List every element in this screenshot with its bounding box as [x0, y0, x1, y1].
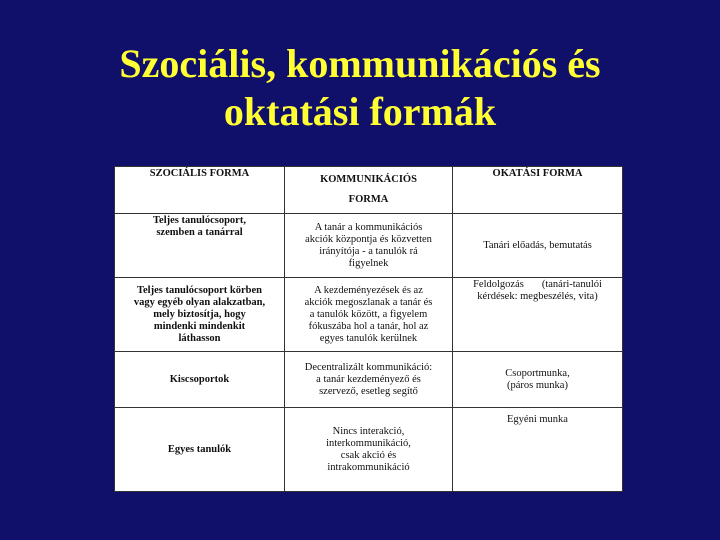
header-communication-form-line-2: FORMA	[348, 194, 389, 205]
cell-text: szemben a tanárral	[156, 227, 243, 238]
table-header-row	[115, 167, 623, 214]
table-row	[115, 352, 623, 408]
header-communication-form-line-1: KOMMUNIKÁCIÓS	[320, 174, 417, 185]
cell-text: mindenki mindenkit	[153, 320, 246, 332]
slide-title-line-1: Szociális, kommunikációs és	[119, 41, 601, 86]
cell-text: akciók központja és közvetten	[305, 233, 432, 245]
cell-edu-individual-work: Egyéni munka	[453, 408, 623, 492]
cell-edu-processing	[453, 278, 623, 352]
cell-comm-no-interaction	[285, 408, 453, 492]
cell-edu-group-work	[453, 352, 623, 408]
table-row	[115, 408, 623, 492]
cell-text: A tanár a kommunikációs	[314, 221, 423, 233]
table-row	[115, 214, 623, 278]
cell-text: Feldolgozás	[473, 279, 524, 290]
cell-text: intrakommunikáció	[327, 461, 410, 473]
cell-text: fókuszába hol a tanár, hol az	[308, 320, 429, 332]
slide-title-line-2: oktatási formák	[223, 89, 497, 134]
cell-text: (tanári-tanulói	[541, 279, 602, 290]
cell-comm-teacher-centered	[285, 214, 453, 278]
cell-social-full-group-facing	[115, 214, 285, 278]
cell-comm-decentralized	[285, 352, 453, 408]
cell-text: irányítója - a tanulók rá	[319, 245, 418, 257]
cell-text: Teljes tanulócsoport,	[153, 215, 246, 226]
cell-text: szervező, esetleg segítő	[319, 385, 418, 397]
cell-social-full-group-circle	[115, 278, 285, 352]
forms-table	[114, 166, 623, 492]
cell-text: akciók megoszlanak a tanár és	[304, 296, 433, 308]
slide-title	[0, 40, 720, 136]
header-education-form: OKATÁSI FORMA	[453, 167, 623, 214]
cell-text-row	[456, 279, 619, 291]
cell-text: egyes tanulók kerülnek	[319, 332, 418, 344]
cell-text: a tanulók között, a figyelem	[309, 308, 428, 320]
cell-text: Teljes tanulócsoport körben	[136, 284, 263, 296]
cell-text: A kezdeményezések és az	[314, 284, 423, 296]
forms-table-container	[114, 166, 622, 492]
cell-text: kérdések: megbeszélés, vita)	[477, 291, 598, 302]
cell-text: Csoportmunka,	[505, 367, 570, 379]
cell-text: a tanár kezdeményező és	[316, 373, 421, 385]
cell-social-small-groups: Kiscsoportok	[115, 352, 285, 408]
header-social-form: SZOCIÁLIS FORMA	[115, 167, 285, 214]
cell-text: mely biztosítja, hogy	[153, 308, 246, 320]
header-communication-form	[285, 167, 453, 214]
cell-text: interkommunikáció,	[326, 437, 411, 449]
cell-edu-lecture: Tanári előadás, bemutatás	[453, 214, 623, 278]
table-row	[115, 278, 623, 352]
cell-social-individuals: Egyes tanulók	[115, 408, 285, 492]
cell-text: (páros munka)	[507, 379, 568, 391]
cell-text: Nincs interakció,	[332, 425, 405, 437]
cell-text: csak akció és	[340, 449, 397, 461]
cell-text: láthasson	[178, 332, 221, 344]
cell-text: vagy egyéb olyan alakzatban,	[133, 296, 266, 308]
cell-comm-shared	[285, 278, 453, 352]
cell-text: Decentralizált kommunikáció:	[304, 361, 433, 373]
cell-text: figyelnek	[348, 257, 389, 269]
